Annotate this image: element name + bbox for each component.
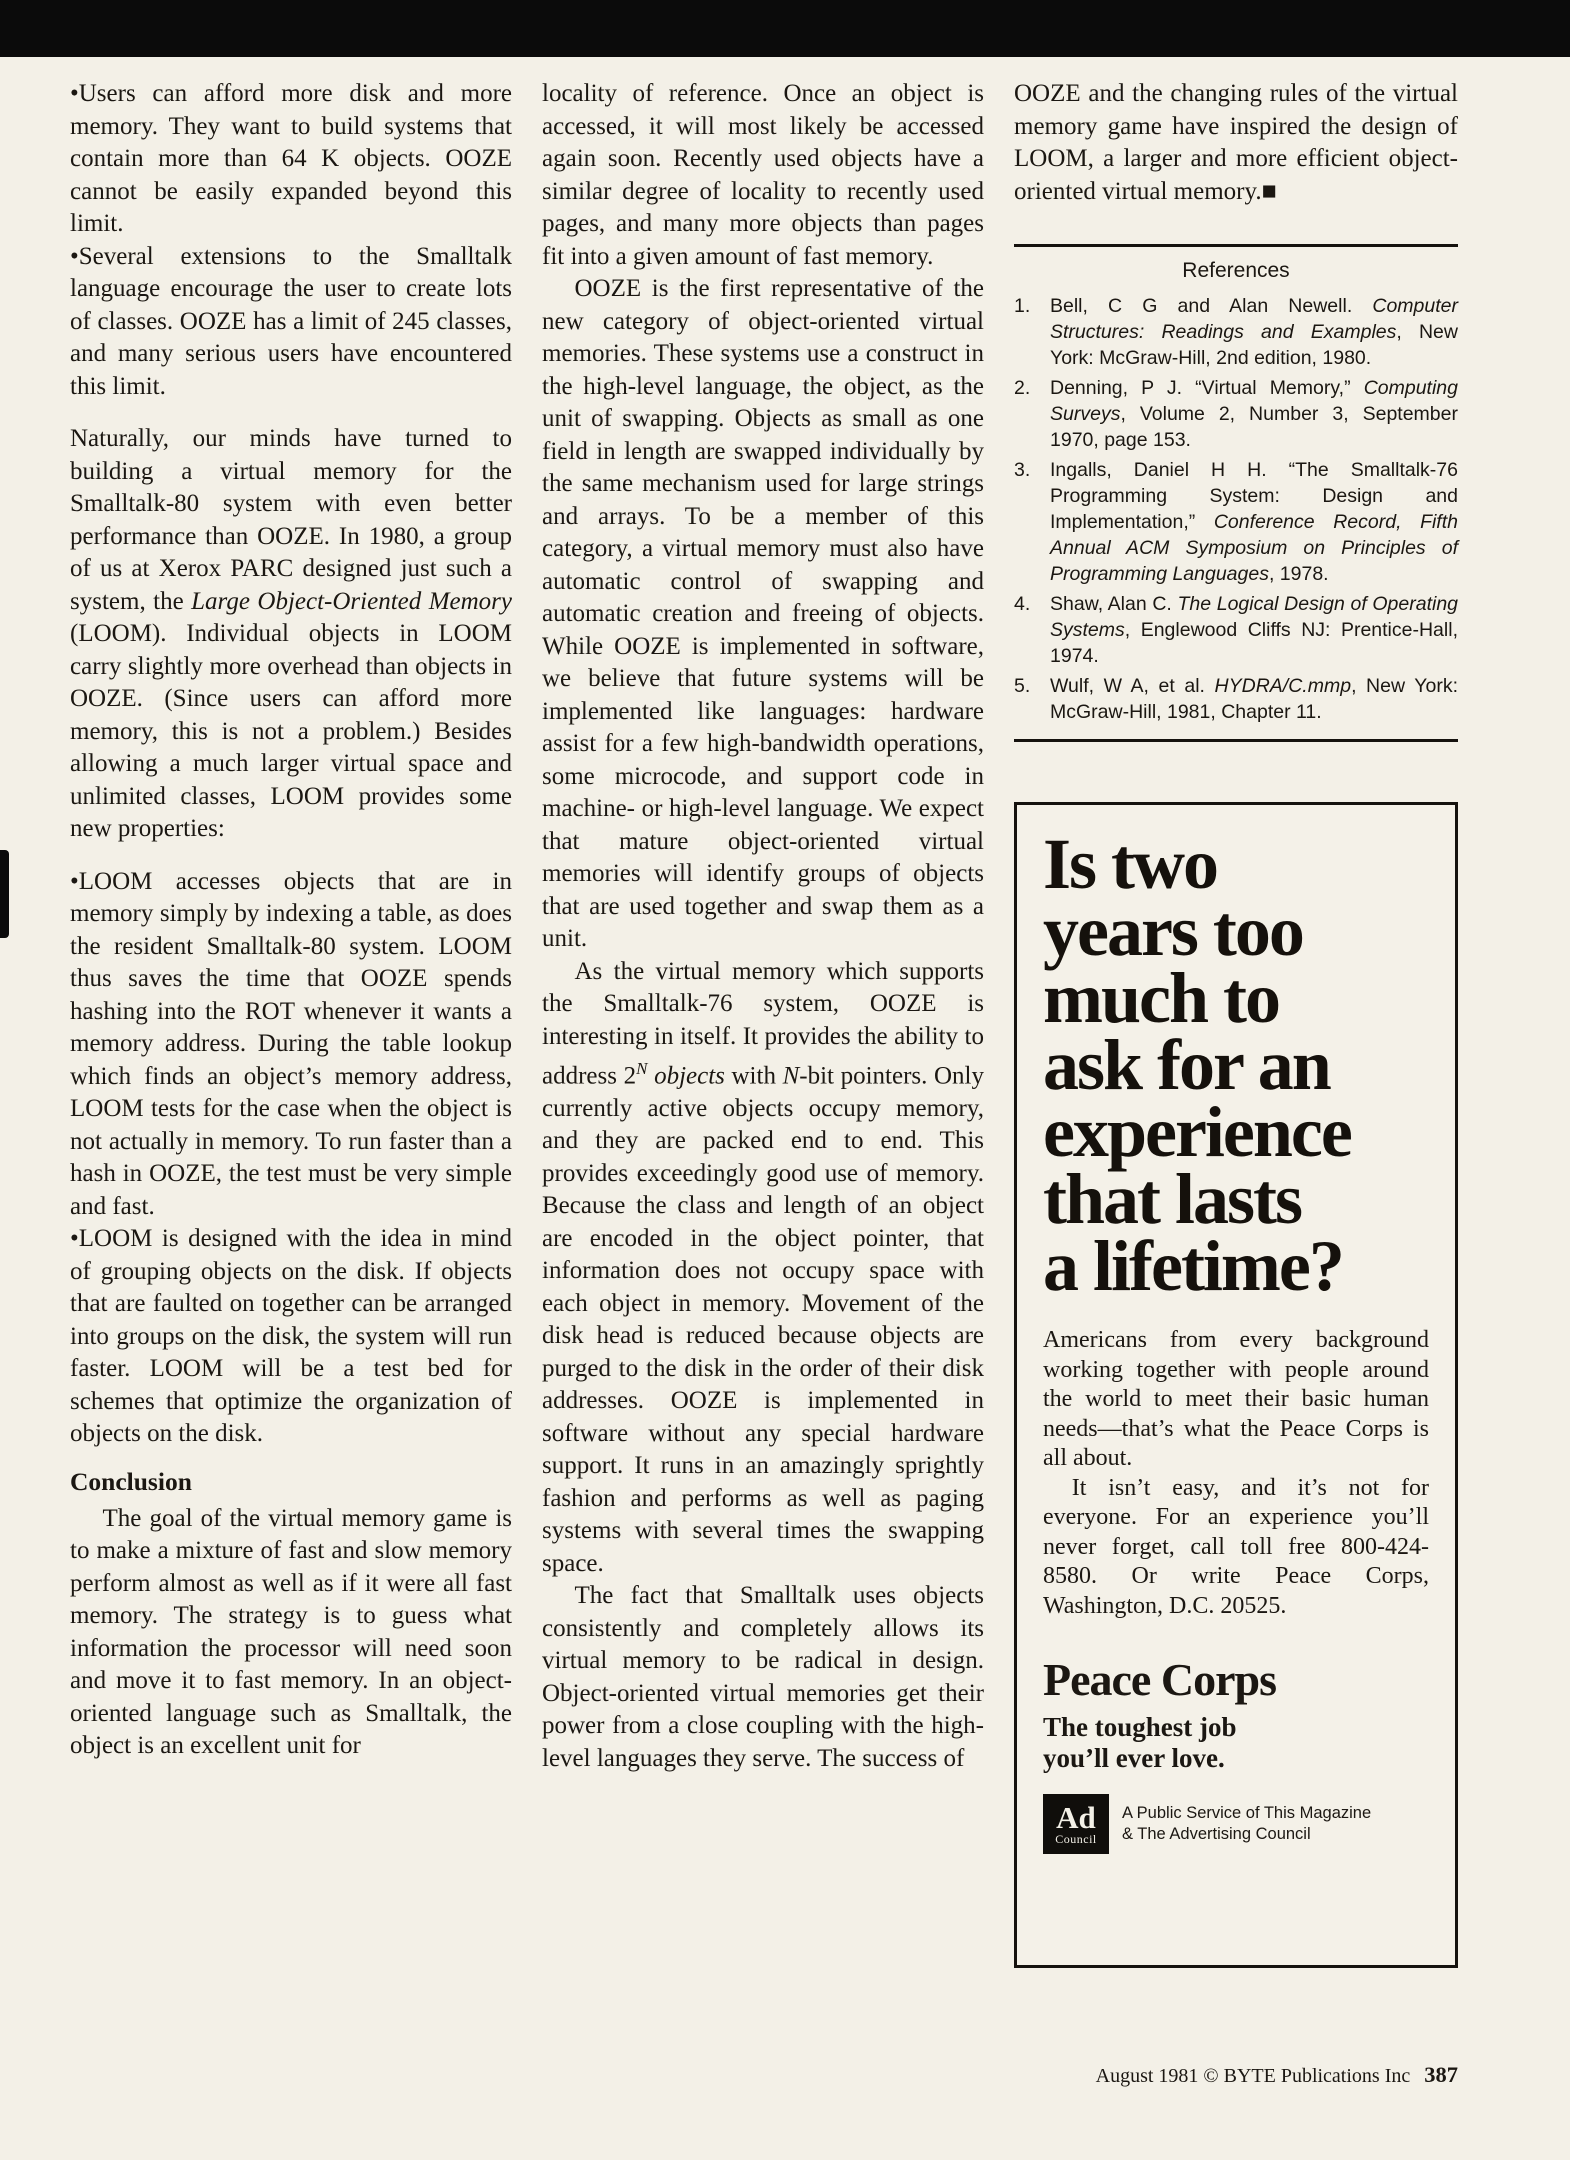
reference-text: Bell, C G and Alan Newell. Computer Structures: Readings and Examples, New York: McGraw-Hill, 2nd edition, 1980. [1050,295,1458,369]
paragraph-ooze-first: OOZE is the first representative of the new category of object-oriented virtual memories. These systems use a construct in the high-level language, the object, as the unit of swapping. Objects as small as one field in length are swapped individually by the same mechanism used for large strings and arrays. To be a member of this category, a virtual memory must also have automatic control of swapping and automatic creation and freeing of objects. While OOZE is implemented in software, we believe that future systems will be implemented like languages: hardware assist for a few high-bandwidth operations, some microcode, and support code in machine- or high-level language. We expect that mature object-oriented virtual memories will identify groups of objects that are used together and swap them as a unit. [542,275,984,952]
scan-edge-band [0,0,1570,57]
paragraph-goal: The goal of the virtual memory game is to make a mixture of fast and slow memory perform almost as well as if it were all fast memory. The strategy is to guess what information the processor will need soon and move it to fast memory. In an object-oriented language such as Smalltalk, the object is an excellent unit for [70,1504,512,1759]
article-column-1 [70,78,512,1763]
paragraph-ooze-inspired: OOZE and the changing rules of the virtual memory game have inspired the design of LOOM, a larger and more efficient object-oriented virtual memory.■ [1014,80,1458,205]
paragraph-users-afford: •Users can afford more disk and more memory. They want to build systems that contain more than 64 K objects. OOZE cannot be easily expanded beyond this limit. [70,80,512,237]
paragraph-as-virtual-memory: As the virtual memory which supports the Smalltalk-76 system, OOZE is interesting in itself. It provides the ability to address $2^N$ objects with N-bit pointers. Only currently active objects occupy memory, and they are packed end to end. This provides exceedingly good use of memory. Because the class and length of an object are encoded in the object pointer, that information does not occupy space with each object in memory. Movement of the disk head is reduced because objects are purged to the disk in the order of their disk addresses. OOZE is implemented in software without any special hardware support. It runs in an amazingly sprightly fashion and performs as well as paging systems with several times the swapping space. [542,957,985,1577]
reference-number: 2. [1014,377,1031,399]
ad-council-logo-ad-text: Ad [1056,1799,1096,1835]
references-title: References [1182,259,1290,282]
ad-headline [1043,824,1429,1306]
paragraph-several-extensions: •Several extensions to the Smalltalk language encourage the user to create lots of classes. OOZE has a limit of 245 classes, and many serious users have encountered this limit. [70,242,512,400]
ad-council-block [1043,1794,1429,1854]
paragraph-naturally: Naturally, our minds have turned to building a virtual memory for the Smalltalk-80 system with even better performance than OOZE. In 1980, a group of us at Xerox PARC designed just such a system, the Large Object-Oriented Memory (LOOM). Individual objects in LOOM carry slightly more overhead than objects in OOZE. (Since users can afford more memory, this is not a problem.) Besides allowing a much larger virtual space and unlimited classes, LOOM provides some new properties: [70,425,512,842]
scan-artifact [0,850,9,938]
paragraph-loom-designed: •LOOM is designed with the idea in mind of grouping objects on the disk. If objects that are faulted on together can be arranged into groups on the disk, the system will run faster. LOOM will be a test bed for schemes that optimize the organization of objects on the disk. [70,1225,512,1447]
ad-council-logo-council-text: Council [1055,1831,1097,1846]
peace-corps-logo-text: Peace Corps [1043,1654,1276,1705]
ad-headline-line: much to [1043,958,1279,1038]
reference-item [1014,591,1458,669]
references-bottom-rule [1014,739,1458,742]
ad-headline-line: Is two [1043,824,1218,904]
ad-service-text-line-2: & The Advertising Council [1122,1825,1311,1843]
reference-number: 4. [1014,593,1031,615]
ad-headline-line: that lasts [1043,1159,1302,1239]
reference-item [1014,673,1458,725]
reference-text: Wulf, W A, et al. HYDRA/C.mmp, New York: McGraw-Hill, 1981, Chapter 11. [1050,675,1459,723]
reference-item [1014,375,1458,453]
reference-text: Shaw, Alan C. The Logical Design of Operating Systems, Englewood Cliffs NJ: Prentice-Hall, 1974. [1050,593,1459,667]
page-footer [1014,2062,1458,2088]
ad-tagline [1043,1712,1429,1774]
references-top-rule [1014,244,1458,247]
ad-tagline-line-2: you’ll ever love. [1043,1743,1225,1773]
reference-text: Denning, P J. “Virtual Memory,” Computing Surveys, Volume 2, Number 3, September 1970, page 153. [1050,377,1458,451]
footer-page-number: 387 [1424,2062,1458,2087]
article-column-2 [542,78,984,1775]
reference-item [1014,293,1458,371]
ad-headline-line: experience [1043,1092,1351,1172]
peace-corps-ad [1014,802,1458,1968]
reference-number: 1. [1014,295,1031,317]
ad-headline-line: years too [1043,891,1303,971]
references-section [1014,244,1458,742]
reference-number: 3. [1014,459,1031,481]
reference-text: Ingalls, Daniel H H. “The Smalltalk-76 Programming System: Design and Implementation,” Conference Record, Fifth Annual ACM Symposium on Principles of Programming Languages, 1978. [1050,459,1458,585]
ad-headline-line: ask for an [1043,1025,1330,1105]
paragraph-fact-smalltalk: The fact that Smalltalk uses objects consistently and completely allows its virtual memory to be radical in design. Object-oriented virtual memories get their power from a close coupling with the high-level languages they serve. The success of [542,1582,984,1772]
ad-service-text [1122,1803,1371,1845]
paragraph-locality: locality of reference. Once an object is accessed, it will most likely be accessed again soon. Recently used objects have a similar degree of locality to recently used pages, and many more objects than pages fit into a given amount of fast memory. [542,80,984,270]
ad-body-paragraph-2: It isn’t easy, and it’s not for everyone. For an experience you’ll never forget, call toll free 800-424-8580. Or write Peace Corps, Washington, D.C. 20525. [1043,1474,1429,1619]
ad-council-logo [1043,1794,1109,1854]
ad-body-paragraph-1: Americans from every background working together with people around the world to meet their basic human needs—that’s what the Peace Corps is all about. [1043,1327,1429,1471]
footer-text: August 1981 © BYTE Publications Inc [1095,2065,1411,2087]
ad-service-text-line-1: A Public Service of This Magazine [1122,1804,1372,1822]
conclusion-heading: Conclusion [70,1466,192,1496]
reference-item [1014,457,1458,587]
paragraph-loom-accesses: •LOOM accesses objects that are in memory simply by indexing a table, as does the resident Smalltalk-80 system. LOOM thus saves the time that OOZE spends hashing into the ROT whenever it wants a memory address. During the table lookup which finds an object’s memory address, LOOM tests for the case when the object is not actually in memory. To run faster than a hash in OOZE, the test must be very simple and fast. [70,867,512,1220]
article-column-3 [1014,78,1458,1968]
ad-tagline-line-1: The toughest job [1043,1712,1237,1742]
ad-headline-line: a lifetime? [1043,1226,1343,1306]
reference-number: 5. [1014,675,1031,697]
